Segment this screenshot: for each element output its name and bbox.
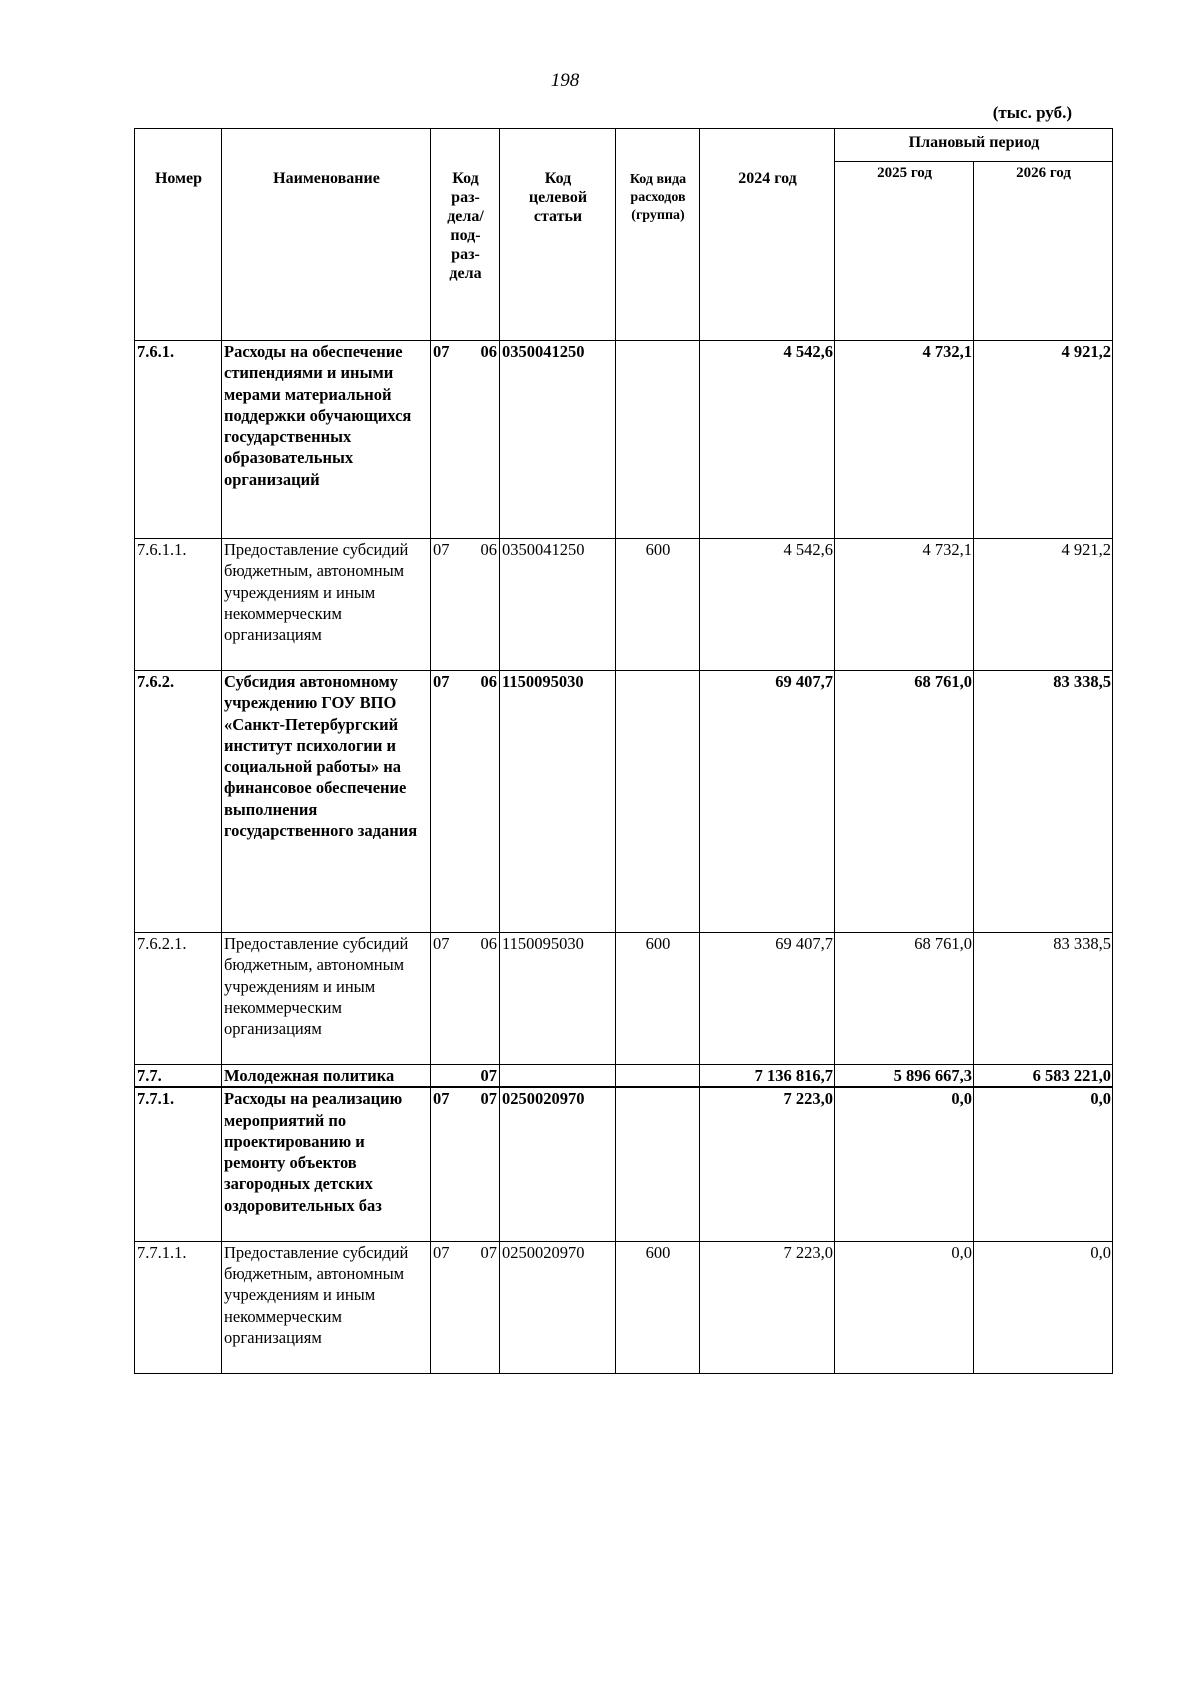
row-section-code: 07 06 xyxy=(431,671,500,933)
row-2025: 5 896 667,3 xyxy=(835,1065,974,1088)
header-section-code: Код раз- дела/ под- раз- дела xyxy=(431,129,500,341)
table-row xyxy=(135,341,1113,539)
header-target-code: Код целевой статьи xyxy=(500,129,616,341)
row-2025: 68 761,0 xyxy=(835,933,974,1065)
row-number: 7.6.2. xyxy=(135,671,222,933)
row-target-code: 0350041250 xyxy=(500,341,616,539)
row-number: 7.7.1. xyxy=(135,1087,222,1241)
row-2024: 69 407,7 xyxy=(700,671,835,933)
row-name: Субсидия автономному учреждению ГОУ ВПО «Санкт-Петербургский институт психологии и социальной работы» на финансовое обеспечение выполнения государственного задания xyxy=(222,671,431,933)
row-2024: 4 542,6 xyxy=(700,341,835,539)
row-target-code: 1150095030 xyxy=(500,671,616,933)
row-2026: 0,0 xyxy=(974,1241,1113,1373)
row-expense-type: 600 xyxy=(616,1241,700,1373)
row-2026: 0,0 xyxy=(974,1087,1113,1241)
row-2026: 4 921,2 xyxy=(974,539,1113,671)
header-planned-period: Плановый период xyxy=(835,129,1113,162)
table-header xyxy=(135,129,1113,341)
units-label: (тыс. руб.) xyxy=(992,103,1072,122)
header-expense-type: Код вида расходов (группа) xyxy=(616,129,700,341)
row-number: 7.7. xyxy=(135,1065,222,1088)
row-target-code: 0250020970 xyxy=(500,1087,616,1241)
row-expense-type xyxy=(616,1065,700,1088)
row-target-code: 0350041250 xyxy=(500,539,616,671)
row-2024: 7 223,0 xyxy=(700,1241,835,1373)
header-name: Наименование xyxy=(222,129,431,341)
row-section-code: 07 06 xyxy=(431,539,500,671)
table-row xyxy=(135,539,1113,671)
row-2024: 69 407,7 xyxy=(700,933,835,1065)
row-section-code: 07 06 xyxy=(431,933,500,1065)
row-2025: 0,0 xyxy=(835,1087,974,1241)
row-name: Предоставление субсидий бюджетным, автономным учреждениям и иным некоммерческим организациям xyxy=(222,539,431,671)
row-2025: 0,0 xyxy=(835,1241,974,1373)
row-number: 7.6.1.1. xyxy=(135,539,222,671)
row-2026: 83 338,5 xyxy=(974,671,1113,933)
row-name: Расходы на реализацию мероприятий по проектированию и ремонту объектов загородных детских оздоровительных баз xyxy=(222,1087,431,1241)
row-2024: 7 136 816,7 xyxy=(700,1065,835,1088)
row-name: Молодежная политика xyxy=(222,1065,431,1088)
row-expense-type xyxy=(616,671,700,933)
header-2026: 2026 год xyxy=(974,162,1113,341)
row-expense-type xyxy=(616,1087,700,1241)
row-name: Предоставление субсидий бюджетным, автономным учреждениям и иным некоммерческим организациям xyxy=(222,933,431,1065)
table-body xyxy=(135,341,1113,1374)
row-expense-type xyxy=(616,341,700,539)
row-2026: 6 583 221,0 xyxy=(974,1065,1113,1088)
row-number: 7.7.1.1. xyxy=(135,1241,222,1373)
row-number: 7.6.1. xyxy=(135,341,222,539)
table-row xyxy=(135,671,1113,933)
table-row xyxy=(135,933,1113,1065)
row-target-code: 1150095030 xyxy=(500,933,616,1065)
row-number: 7.6.2.1. xyxy=(135,933,222,1065)
row-2026: 83 338,5 xyxy=(974,933,1113,1065)
row-2025: 4 732,1 xyxy=(835,341,974,539)
header-2024: 2024 год xyxy=(700,129,835,341)
table-row xyxy=(135,1065,1113,1088)
row-target-code: 0250020970 xyxy=(500,1241,616,1373)
header-2025: 2025 год xyxy=(835,162,974,341)
row-target-code xyxy=(500,1065,616,1088)
row-2026: 4 921,2 xyxy=(974,341,1113,539)
row-expense-type: 600 xyxy=(616,539,700,671)
row-name: Предоставление субсидий бюджетным, автономным учреждениям и иным некоммерческим организациям xyxy=(222,1241,431,1373)
budget-table xyxy=(134,128,1113,1374)
page-number: 198 xyxy=(550,70,580,91)
row-2024: 7 223,0 xyxy=(700,1087,835,1241)
row-2025: 4 732,1 xyxy=(835,539,974,671)
header-number: Номер xyxy=(135,129,222,341)
table-row xyxy=(135,1087,1113,1241)
row-section-code: 07 06 xyxy=(431,341,500,539)
row-name: Расходы на обеспечение стипендиями и иными мерами материальной поддержки обучающихся государственных образовательных организаций xyxy=(222,341,431,539)
row-section-code: 07 07 xyxy=(431,1087,500,1241)
row-expense-type: 600 xyxy=(616,933,700,1065)
row-section-code: 07 07 xyxy=(431,1241,500,1373)
row-2024: 4 542,6 xyxy=(700,539,835,671)
row-section-code: 07 xyxy=(431,1065,500,1088)
table-row xyxy=(135,1241,1113,1373)
row-2025: 68 761,0 xyxy=(835,671,974,933)
